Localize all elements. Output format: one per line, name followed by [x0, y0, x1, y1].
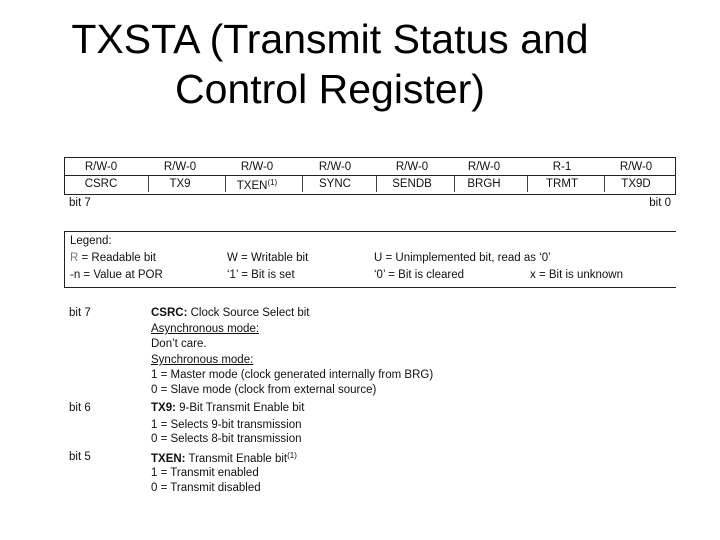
- txen-option-0: 0 = Transmit disabled: [151, 482, 261, 494]
- bit-access: R/W-0: [318, 161, 352, 173]
- bit-access: R/W-0: [395, 161, 429, 173]
- bit-access: R/W-0: [84, 161, 118, 173]
- legend-readable: R = Readable bit: [70, 252, 156, 264]
- bit5-title: TXEN: Transmit Enable bit$^{(1)}$: [151, 451, 297, 465]
- bit-name: TX9D: [621, 178, 651, 190]
- tx9-option-0: 0 = Selects 8-bit transmission: [151, 433, 302, 445]
- bit-access: R/W-0: [240, 161, 274, 173]
- async-heading: Asynchronous mode:: [151, 323, 260, 335]
- title-line-2: Control Register): [175, 66, 485, 112]
- bit-name: BRGH: [467, 178, 501, 190]
- bit-name: TX9: [169, 178, 191, 190]
- title-line-1: TXSTA (Transmit Status and: [71, 16, 589, 62]
- legend-top-rule: [64, 231, 676, 232]
- register-divider: [64, 175, 676, 176]
- legend-writable: W = Writable bit: [227, 252, 309, 264]
- footnote-mark: (1): [267, 178, 278, 187]
- txen-option-1: 1 = Transmit enabled: [151, 467, 259, 479]
- bit-name: SENDB: [392, 178, 432, 190]
- tx9-option-1: 1 = Selects 9-bit transmission: [151, 419, 302, 431]
- legend-unknown: x = Bit is unknown: [530, 269, 624, 281]
- legend-unimplemented: U = Unimplemented bit, read as ‘0’: [374, 252, 551, 264]
- bit-name: TXEN$^{(1)}$: [236, 178, 278, 192]
- sync-option-0: 0 = Slave mode (clock from external source): [151, 384, 377, 396]
- legend-heading: Legend:: [70, 235, 112, 247]
- bit7-title: CSRC: Clock Source Select bit: [151, 307, 310, 319]
- sync-heading: Synchronous mode:: [151, 354, 254, 366]
- legend-set: ‘1’ = Bit is set: [227, 269, 295, 281]
- bit5-label: bit 5: [69, 451, 91, 463]
- page-title: [0, 14, 660, 114]
- bit6-title: TX9: 9-Bit Transmit Enable bit: [151, 402, 305, 414]
- bit-access: R-1: [552, 161, 572, 173]
- legend-por: -n = Value at POR: [70, 269, 163, 281]
- legend: [64, 231, 676, 288]
- async-text: Don’t care.: [151, 338, 207, 350]
- bit-access: R/W-0: [467, 161, 501, 173]
- bit-access: R/W-0: [163, 161, 197, 173]
- legend-left-rule: [64, 231, 65, 287]
- msb-label: bit 7: [69, 197, 91, 209]
- bit-access: R/W-0: [619, 161, 653, 173]
- register-table: [64, 157, 676, 209]
- sync-option-1: 1 = Master mode (clock generated internally from BRG): [151, 369, 434, 381]
- lsb-label: bit 0: [649, 197, 671, 209]
- legend-bottom-rule: [64, 287, 676, 288]
- bit-name: CSRC: [84, 178, 118, 190]
- bit-name: SYNC: [319, 178, 351, 190]
- legend-cleared: ‘0’ = Bit is cleared: [374, 269, 465, 281]
- bit-name: TRMT: [546, 178, 578, 190]
- bit6-label: bit 6: [69, 402, 91, 414]
- bit7-label: bit 7: [69, 307, 91, 319]
